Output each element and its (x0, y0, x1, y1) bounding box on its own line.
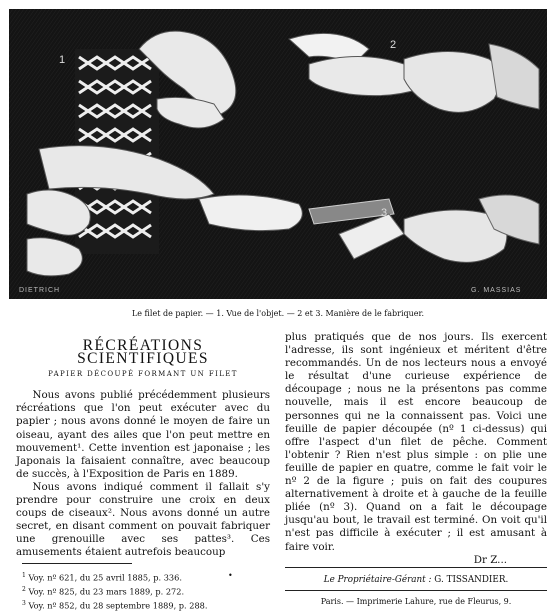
engraving-artwork (9, 9, 547, 299)
publisher-label: Le Propriétaire-Gérant : (323, 575, 432, 585)
footnote-2: $^2$ Voy. nº 825, du 23 mars 1889, p. 272. (22, 586, 185, 597)
footnote-dot: • (228, 571, 233, 580)
article-subtitle: PAPIER DÉCOUPÉ FORMANT UN FILET (48, 370, 238, 379)
footnote-3: $^3$ Voy. nº 852, du 28 septembre 1889, p. 288. (22, 600, 208, 612)
left-column (16, 331, 270, 560)
figure-label-2: 2 (390, 39, 397, 51)
paragraph-2: Nous avons indiqué comment il fallait s'y prendre pour construire une croix en deux coups de ciseaux². Nous avons donné un autre secret, en disant comment on pouvait fabriquer une grenouille avec ses pattes³. Ces amusements étaient autrefois beaucoup (16, 480, 270, 559)
footnotes (22, 570, 272, 613)
footnote-1: $^1$ Voy. nº 621, du 25 avril 1885, p. 336. (22, 572, 182, 583)
article-title: RÉCRÉATIONS SCIENTIFIQUES (77, 337, 209, 368)
figure-label-1: 1 (59, 54, 66, 66)
figure-caption: Le filet de papier. — 1. Vue de l'objet. — 2 et 3. Manière de le fabriquer. (131, 309, 425, 318)
publisher-rule-bottom (285, 590, 547, 591)
engraver-signature-right: G. MASSIAS (471, 287, 522, 294)
engraving-illustration (9, 9, 547, 299)
right-column (285, 331, 547, 567)
paragraph-3: plus pratiqués que de nos jours. Ils exercent l'adresse, ils sont ingénieux et méritent d'être recommandés. Un de nos lecteurs nous a envoyé le résultat d'une curieuse expérience de découpage ; nous ne la présentons pas comme nouvelle, mais il est encore beaucoup de personnes qui ne la connaissent pas. Voici une feuille de papier découpée (nº 1 ci-dessus) qui offre l'aspect d'un filet de pêche. Comment l'obtenir ? Rien n'est plus simple : on plie une feuille de papier en quatre, comme le fait voir le nº 2 de la figure ; puis on fait des coupures alternativement à droite et à gauche de la feuille pliée (nº 3). Quand on a fait le découpage jusqu'au bout, le travail est terminé. On voit qu'il n'est pas difficile à exécuter ; il est amusant à faire voir. (285, 331, 547, 553)
publisher-name: G. TISSANDIER. (434, 575, 509, 585)
publisher-line (285, 575, 547, 585)
author-signature: Dr Z... (473, 553, 507, 566)
engraver-signature-left: DIETRICH (19, 287, 61, 294)
printer-line: Paris. — Imprimerie Lahure, rue de Fleurus, 9. (320, 597, 512, 606)
paragraph-1: Nous avons publié précédemment plusieurs récréations que l'on peut exécuter avec du papier ; nous avons donné le moyen de faire un oiseau, ayant des ailes que l'on peut mettre en mouvement¹. Cette invention est japonaise ; les Japonais la faisaient connaître, avec beaucoup de succès, à l'Exposition de Paris en 1889. (16, 389, 270, 480)
publisher-rule-top (285, 567, 547, 568)
footnote-rule (22, 563, 132, 564)
figure-label-3: 3 (381, 207, 388, 219)
